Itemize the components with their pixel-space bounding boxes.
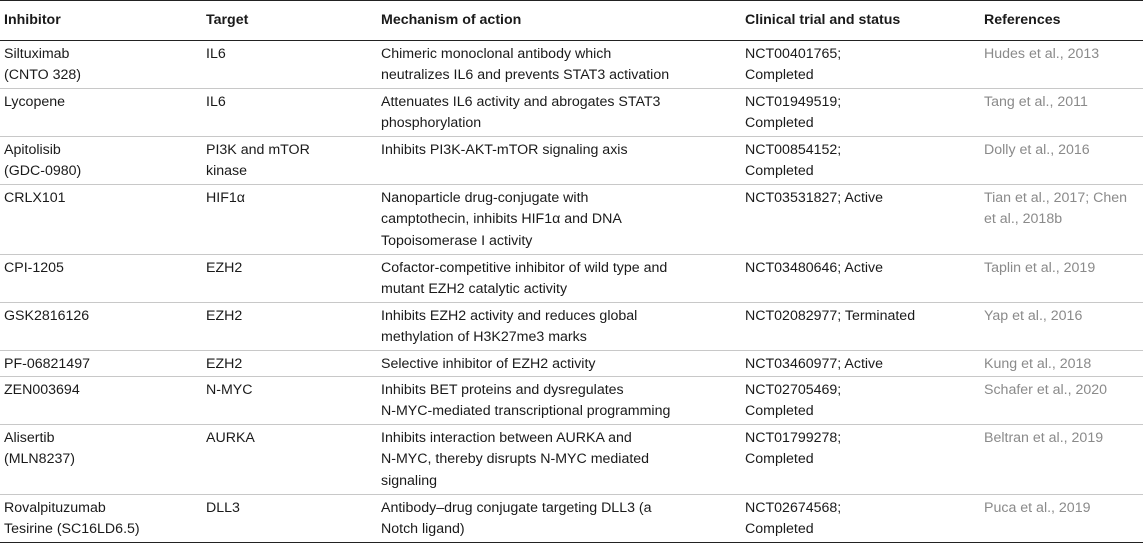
- cell-references: Beltran et al., 2019: [980, 424, 1143, 494]
- table-row: [0, 184, 1143, 254]
- cell-inhibitor: CPI-1205: [0, 254, 202, 302]
- cell-target: IL6: [202, 40, 377, 88]
- cell-trial: NCT02705469; Completed: [741, 376, 980, 424]
- table-row: [0, 40, 1143, 88]
- cell-trial: NCT01949519; Completed: [741, 88, 980, 136]
- cell-target: PI3K and mTOR kinase: [202, 136, 377, 184]
- header-row: [0, 1, 1143, 41]
- table-row: [0, 350, 1143, 376]
- cell-mechanism: Inhibits PI3K-AKT-mTOR signaling axis: [377, 136, 741, 184]
- table-row: [0, 376, 1143, 424]
- cell-inhibitor: Apitolisib (GDC-0980): [0, 136, 202, 184]
- table-row: [0, 302, 1143, 350]
- cell-references: Puca et al., 2019: [980, 494, 1143, 542]
- table-row: [0, 424, 1143, 494]
- cell-trial: NCT00401765; Completed: [741, 40, 980, 88]
- cell-mechanism: Attenuates IL6 activity and abrogates STAT3 phosphorylation: [377, 88, 741, 136]
- cell-trial: NCT01799278; Completed: [741, 424, 980, 494]
- cell-target: IL6: [202, 88, 377, 136]
- cell-inhibitor: Siltuximab (CNTO 328): [0, 40, 202, 88]
- cell-references: Kung et al., 2018: [980, 350, 1143, 376]
- cell-references: Tang et al., 2011: [980, 88, 1143, 136]
- cell-references: Taplin et al., 2019: [980, 254, 1143, 302]
- cell-trial: NCT02082977; Terminated: [741, 302, 980, 350]
- cell-inhibitor: GSK2816126: [0, 302, 202, 350]
- header-inhibitor: Inhibitor: [0, 1, 202, 41]
- cell-trial: NCT03480646; Active: [741, 254, 980, 302]
- cell-mechanism: Antibody–drug conjugate targeting DLL3 (a Notch ligand): [377, 494, 741, 542]
- cell-references: Schafer et al., 2020: [980, 376, 1143, 424]
- cell-inhibitor: Lycopene: [0, 88, 202, 136]
- cell-inhibitor: Rovalpituzumab Tesirine (SC16LD6.5): [0, 494, 202, 542]
- cell-references: Hudes et al., 2013: [980, 40, 1143, 88]
- cell-mechanism: Inhibits BET proteins and dysregulates N-MYC-mediated transcriptional programming: [377, 376, 741, 424]
- cell-inhibitor: ZEN003694: [0, 376, 202, 424]
- header-trial: Clinical trial and status: [741, 1, 980, 41]
- cell-references: Tian et al., 2017; Chen et al., 2018b: [980, 184, 1143, 254]
- cell-trial: NCT00854152; Completed: [741, 136, 980, 184]
- header-mechanism: Mechanism of action: [377, 1, 741, 41]
- cell-trial: NCT03460977; Active: [741, 350, 980, 376]
- cell-references: Dolly et al., 2016: [980, 136, 1143, 184]
- cell-target: EZH2: [202, 302, 377, 350]
- cell-mechanism: Inhibits interaction between AURKA and N-MYC, thereby disrupts N-MYC mediated signaling: [377, 424, 741, 494]
- cell-mechanism: Inhibits EZH2 activity and reduces global methylation of H3K27me3 marks: [377, 302, 741, 350]
- cell-references: Yap et al., 2016: [980, 302, 1143, 350]
- cell-target: AURKA: [202, 424, 377, 494]
- cell-target: EZH2: [202, 254, 377, 302]
- table-row: [0, 136, 1143, 184]
- table-body: [0, 40, 1143, 542]
- cell-inhibitor: CRLX101: [0, 184, 202, 254]
- cell-target: HIF1α: [202, 184, 377, 254]
- cell-trial: NCT02674568; Completed: [741, 494, 980, 542]
- cell-mechanism: Nanoparticle drug-conjugate with camptothecin, inhibits HIF1α and DNA Topoisomerase I activity: [377, 184, 741, 254]
- table-row: [0, 88, 1143, 136]
- cell-target: EZH2: [202, 350, 377, 376]
- cell-mechanism: Selective inhibitor of EZH2 activity: [377, 350, 741, 376]
- cell-target: N-MYC: [202, 376, 377, 424]
- cell-inhibitor: Alisertib (MLN8237): [0, 424, 202, 494]
- table-row: [0, 254, 1143, 302]
- cell-mechanism: Cofactor-competitive inhibitor of wild type and mutant EZH2 catalytic activity: [377, 254, 741, 302]
- cell-target: DLL3: [202, 494, 377, 542]
- table-header: [0, 1, 1143, 41]
- cell-inhibitor: PF-06821497: [0, 350, 202, 376]
- header-target: Target: [202, 1, 377, 41]
- cell-trial: NCT03531827; Active: [741, 184, 980, 254]
- header-references: References: [980, 1, 1143, 41]
- table-row: [0, 494, 1143, 542]
- cell-mechanism: Chimeric monoclonal antibody which neutralizes IL6 and prevents STAT3 activation: [377, 40, 741, 88]
